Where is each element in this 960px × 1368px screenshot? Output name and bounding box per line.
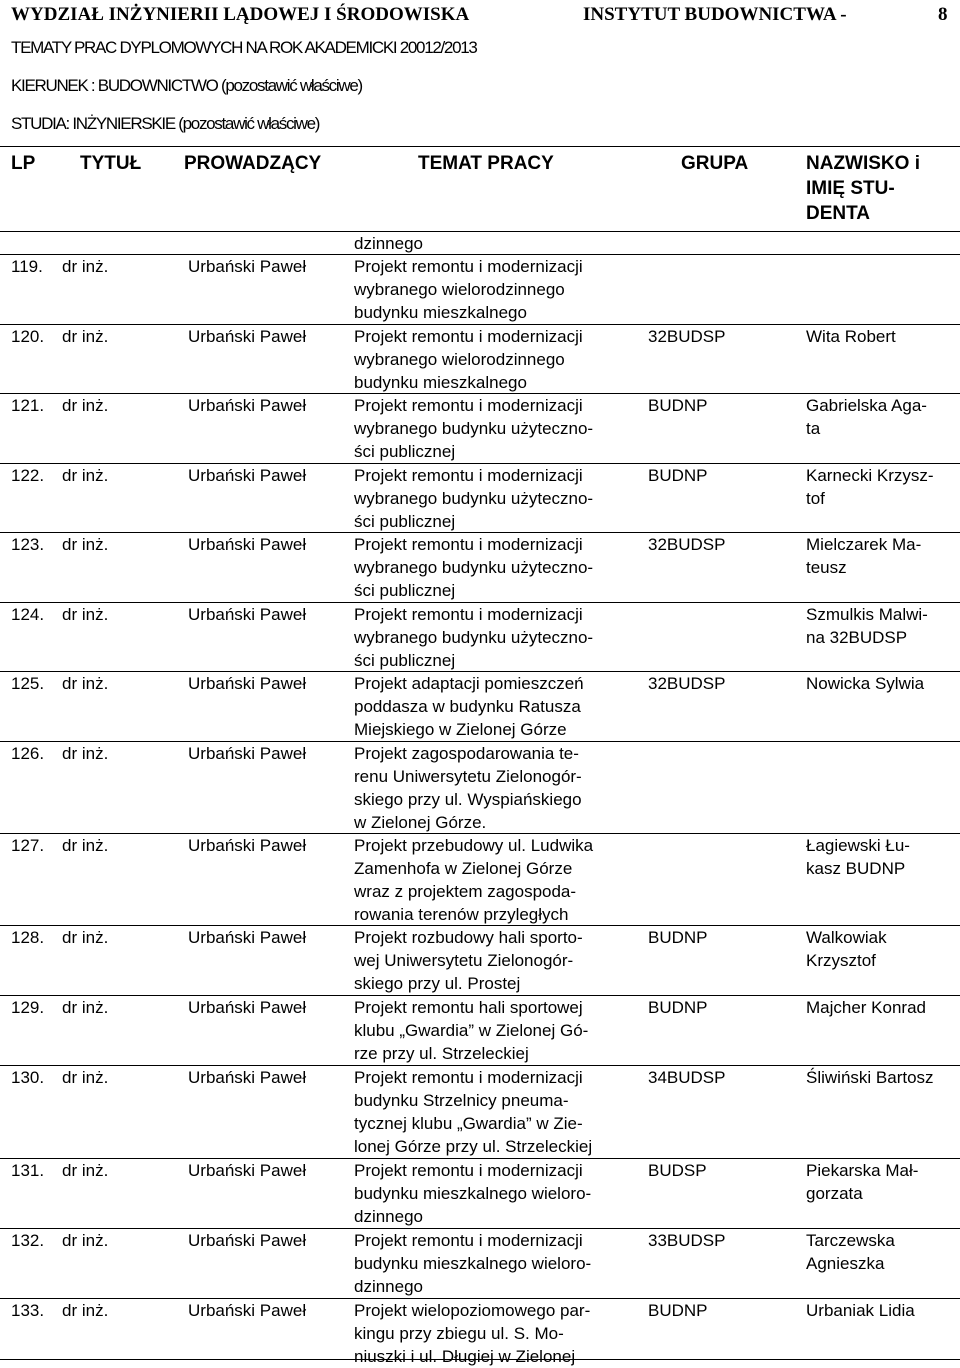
thesis-topic-line: Projekt zagospodarowania te- [354, 744, 579, 763]
thesis-topic [354, 996, 639, 1065]
faculty-name: WYDZIAŁ INŻYNIERII LĄDOWEJ I ŚRODOWISKA [11, 4, 470, 25]
academic-title: dr inż. [62, 257, 109, 276]
student-name-line: kasz BUDNP [806, 859, 906, 878]
student-group [648, 464, 798, 487]
row-number: 123. [11, 535, 45, 554]
student-name [806, 926, 958, 972]
field-of-study-line: KIERUNEK : BUDOWNICTWO (pozostawić właściwe) [11, 76, 362, 95]
student-group [648, 1229, 798, 1252]
thesis-topic [354, 672, 639, 741]
thesis-topic [354, 255, 639, 324]
institute-name: INSTYTUT BUDOWNICTWA - [583, 4, 847, 25]
thesis-topic-line: dzinnego [354, 1277, 424, 1296]
table-row [0, 926, 960, 996]
student-name-line: Łagiewski Łu- [806, 836, 910, 855]
supervisor-name: Urbański Paweł [188, 744, 307, 763]
student-group [648, 394, 798, 417]
thesis-topic [354, 603, 639, 672]
table-body [0, 232, 960, 1366]
student-name [806, 1229, 958, 1275]
thesis-topic [354, 1066, 639, 1158]
thesis-topic [354, 464, 639, 533]
student-group [648, 996, 798, 1019]
student-name [806, 672, 958, 695]
supervisor-name: Urbański Paweł [188, 836, 307, 855]
supervisor-name: Urbański Paweł [188, 327, 307, 346]
column-header-student-name-line: DENTA [806, 203, 871, 224]
student-name-line: Urbaniak Lidia [806, 1301, 915, 1320]
student-name-line: Walkowiak [806, 928, 887, 947]
row-number: 130. [11, 1068, 45, 1087]
thesis-topic-line: Projekt remontu i modernizacji [354, 1068, 583, 1087]
student-name-line: Agnieszka [806, 1254, 885, 1273]
theses-year-title: TEMATY PRAC DYPLOMOWYCH NA ROK AKADEMICKI 20012/2013 [11, 38, 477, 57]
thesis-topic-line: Projekt remontu hali sportowej [354, 998, 583, 1017]
supervisor-name: Urbański Paweł [188, 1301, 307, 1320]
thesis-topic-line: Projekt remontu i modernizacji [354, 257, 583, 276]
thesis-topic-line: Zamenhofa w Zielonej Górze [354, 859, 573, 878]
thesis-topic-line: budynku mieszkalnego wieloro- [354, 1184, 592, 1203]
student-name-line: Tarczewska [806, 1231, 895, 1250]
student-group-line: 32BUDSP [648, 535, 726, 554]
student-group-line: BUDNP [648, 1301, 708, 1320]
academic-title: dr inż. [62, 928, 109, 947]
column-header-topic: TEMAT PRACY [418, 153, 554, 174]
page-number: 8 [938, 4, 948, 25]
student-name-line: Wita Robert [806, 327, 896, 346]
table-row [0, 603, 960, 672]
column-header-lp: LP [11, 153, 36, 174]
student-name-line: Gabrielska Aga- [806, 396, 927, 415]
thesis-topic-line: wybranego budynku użyteczno- [354, 419, 594, 438]
supervisor-name: Urbański Paweł [188, 535, 307, 554]
table-row [0, 834, 960, 926]
column-header-title: TYTUŁ [80, 153, 142, 174]
thesis-topics-table [0, 146, 960, 1366]
table-row [0, 996, 960, 1066]
thesis-topic-line: Projekt remontu i modernizacji [354, 396, 583, 415]
supervisor-name: Urbański Paweł [188, 396, 307, 415]
row-number: 133. [11, 1301, 45, 1320]
student-group [648, 1299, 798, 1322]
row-number: 126. [11, 744, 45, 763]
thesis-topic-line: dzinnego [354, 234, 424, 253]
thesis-topic [354, 926, 639, 995]
row-number: 129. [11, 998, 45, 1017]
academic-title: dr inż. [62, 396, 109, 415]
thesis-topic-line: Projekt rozbudowy hali sporto- [354, 928, 583, 947]
student-name-line: na 32BUDSP [806, 628, 908, 647]
student-group [648, 1159, 798, 1182]
thesis-topic [354, 1159, 639, 1228]
thesis-topic-line: ści publicznej [354, 581, 456, 600]
supervisor-name: Urbański Paweł [188, 1231, 307, 1250]
thesis-topic [354, 325, 639, 394]
thesis-topic-line: w Zielonej Górze. [354, 813, 487, 832]
thesis-topic [354, 742, 639, 834]
student-name [806, 325, 958, 348]
student-name-line: Piekarska Mał- [806, 1161, 919, 1180]
thesis-topic-line: wybranego budynku użyteczno- [354, 558, 594, 577]
thesis-topic-line: Projekt remontu i modernizacji [354, 535, 583, 554]
student-name-line: Majcher Konrad [806, 998, 927, 1017]
student-name [806, 1159, 958, 1205]
thesis-topic-line: renu Uniwersytetu Zielonogór- [354, 767, 582, 786]
academic-title: dr inż. [62, 1068, 109, 1087]
thesis-topic-line: ści publicznej [354, 512, 456, 531]
student-name-line: Mielczarek Ma- [806, 535, 922, 554]
row-number: 121. [11, 396, 45, 415]
thesis-topic-line: poddasza w budynku Ratusza [354, 697, 581, 716]
student-group [648, 672, 798, 695]
thesis-topic-line: Projekt remontu i modernizacji [354, 605, 583, 624]
thesis-topic-line: rowania terenów przyległych [354, 905, 569, 924]
thesis-topic [354, 1299, 639, 1368]
academic-title: dr inż. [62, 466, 109, 485]
thesis-topic-line: Projekt wielopoziomowego par- [354, 1301, 591, 1320]
student-group [648, 926, 798, 949]
thesis-topic-line: niuszki i ul. Długiej w Zielonej [354, 1347, 576, 1366]
student-group-line: BUDSP [648, 1161, 707, 1180]
column-header-group: GRUPA [681, 153, 749, 174]
thesis-topic [354, 232, 639, 255]
table-row [0, 1299, 960, 1366]
thesis-topic-line: ści publicznej [354, 651, 456, 670]
student-name-line: Śliwiński Bartosz [806, 1068, 934, 1087]
academic-title: dr inż. [62, 674, 109, 693]
thesis-topic-line: tycznej klubu „Gwardia” w Zie- [354, 1114, 583, 1133]
thesis-topic-line: rze przy ul. Strzeleckiej [354, 1044, 529, 1063]
supervisor-name: Urbański Paweł [188, 605, 307, 624]
table-row [0, 1229, 960, 1299]
academic-title: dr inż. [62, 744, 109, 763]
thesis-topic-line: skiego przy ul. Prostej [354, 974, 521, 993]
student-name [806, 996, 958, 1019]
thesis-topic-line: Projekt przebudowy ul. Ludwika [354, 836, 594, 855]
thesis-topic-line: dzinnego [354, 1207, 424, 1226]
student-group-line: BUDNP [648, 466, 708, 485]
thesis-topic-line: Projekt remontu i modernizacji [354, 1161, 583, 1180]
thesis-topic-line: Miejskiego w Zielonej Górze [354, 720, 567, 739]
supervisor-name: Urbański Paweł [188, 1161, 307, 1180]
document-header [11, 4, 956, 28]
student-name [806, 1299, 958, 1322]
academic-title: dr inż. [62, 1161, 109, 1180]
thesis-topic-line: Projekt adaptacji pomieszczeń [354, 674, 584, 693]
thesis-topic-line: budynku Strzelnicy pneuma- [354, 1091, 569, 1110]
thesis-topic-line: budynku mieszkalnego wieloro- [354, 1254, 592, 1273]
column-header-supervisor: PROWADZĄCY [184, 153, 322, 174]
thesis-topic-line: Projekt remontu i modernizacji [354, 327, 583, 346]
table-row [0, 1066, 960, 1159]
student-name-line: Nowicka Sylwia [806, 674, 925, 693]
student-name-line: Krzysztof [806, 951, 876, 970]
table-row [0, 325, 960, 394]
student-name-line: ta [806, 419, 821, 438]
study-type-line: STUDIA: INŻYNIERSKIE (pozostawić właściwe) [11, 114, 320, 133]
table-header-row [0, 147, 960, 232]
academic-title: dr inż. [62, 327, 109, 346]
thesis-topic-line: budynku mieszkalnego [354, 373, 527, 392]
student-group-line: BUDNP [648, 998, 708, 1017]
student-name-line: gorzata [806, 1184, 863, 1203]
row-number: 122. [11, 466, 45, 485]
student-group-line: 32BUDSP [648, 327, 726, 346]
row-number: 127. [11, 836, 45, 855]
student-group-line: 34BUDSP [648, 1068, 726, 1087]
thesis-topic-line: klubu „Gwardia” w Zielonej Gó- [354, 1021, 589, 1040]
table-row [0, 255, 960, 325]
thesis-topic-line: Projekt remontu i modernizacji [354, 466, 583, 485]
student-group [648, 1066, 798, 1089]
thesis-topic-line: lonej Górze przy ul. Strzeleckiej [354, 1137, 593, 1156]
student-name [806, 533, 958, 579]
thesis-topic [354, 834, 639, 926]
row-number: 132. [11, 1231, 45, 1250]
student-name-line: Karnecki Krzysz- [806, 466, 934, 485]
student-group-line: 33BUDSP [648, 1231, 726, 1250]
student-name [806, 603, 958, 649]
table-row [0, 464, 960, 533]
thesis-topic-line: wej Uniwersytetu Zielonogór- [354, 951, 574, 970]
row-number: 119. [11, 257, 43, 276]
thesis-topic-line: wybranego budynku użyteczno- [354, 628, 594, 647]
supervisor-name: Urbański Paweł [188, 928, 307, 947]
table-row [0, 742, 960, 834]
row-number: 131. [11, 1161, 45, 1180]
row-number: 125. [11, 674, 45, 693]
thesis-topic-line: wybranego budynku użyteczno- [354, 489, 594, 508]
thesis-topic-line: budynku mieszkalnego [354, 303, 527, 322]
academic-title: dr inż. [62, 605, 109, 624]
column-header-student-name-line: NAZWISKO i [806, 153, 920, 174]
student-group [648, 533, 798, 556]
thesis-topic-line: wraz z projektem zagospoda- [354, 882, 577, 901]
supervisor-name: Urbański Paweł [188, 674, 307, 693]
student-group [648, 325, 798, 348]
student-group-line: BUDNP [648, 928, 708, 947]
thesis-topic-line: kingu przy zbiegu ul. S. Mo- [354, 1324, 564, 1343]
supervisor-name: Urbański Paweł [188, 1068, 307, 1087]
table-row [0, 1159, 960, 1229]
student-name [806, 464, 958, 510]
student-name [806, 1066, 958, 1089]
thesis-topic-line: wybranego wielorodzinnego [354, 350, 565, 369]
thesis-topic [354, 533, 639, 602]
student-group-line: 32BUDSP [648, 674, 726, 693]
student-name-line: tof [806, 489, 825, 508]
table-row [0, 232, 960, 255]
column-header-student-name [806, 151, 946, 226]
row-number: 128. [11, 928, 45, 947]
student-name [806, 394, 958, 440]
thesis-topic-line: wybranego wielorodzinnego [354, 280, 565, 299]
thesis-topic-line: Projekt remontu i modernizacji [354, 1231, 583, 1250]
column-header-student-name-line: IMIĘ STU- [806, 178, 895, 199]
academic-title: dr inż. [62, 998, 109, 1017]
table-row [0, 394, 960, 464]
thesis-topic-line: skiego przy ul. Wyspiańskiego [354, 790, 582, 809]
academic-title: dr inż. [62, 1301, 109, 1320]
thesis-topic-line: ści publicznej [354, 442, 456, 461]
thesis-topic [354, 1229, 639, 1298]
academic-title: dr inż. [62, 1231, 109, 1250]
table-row [0, 533, 960, 603]
table-row [0, 672, 960, 742]
academic-title: dr inż. [62, 836, 109, 855]
supervisor-name: Urbański Paweł [188, 257, 307, 276]
supervisor-name: Urbański Paweł [188, 466, 307, 485]
row-number: 120. [11, 327, 45, 346]
thesis-topic [354, 394, 639, 463]
student-name [806, 834, 958, 880]
student-group-line: BUDNP [648, 396, 708, 415]
row-number: 124. [11, 605, 45, 624]
supervisor-name: Urbański Paweł [188, 998, 307, 1017]
student-name-line: Szmulkis Malwi- [806, 605, 928, 624]
student-name-line: teusz [806, 558, 847, 577]
academic-title: dr inż. [62, 535, 109, 554]
